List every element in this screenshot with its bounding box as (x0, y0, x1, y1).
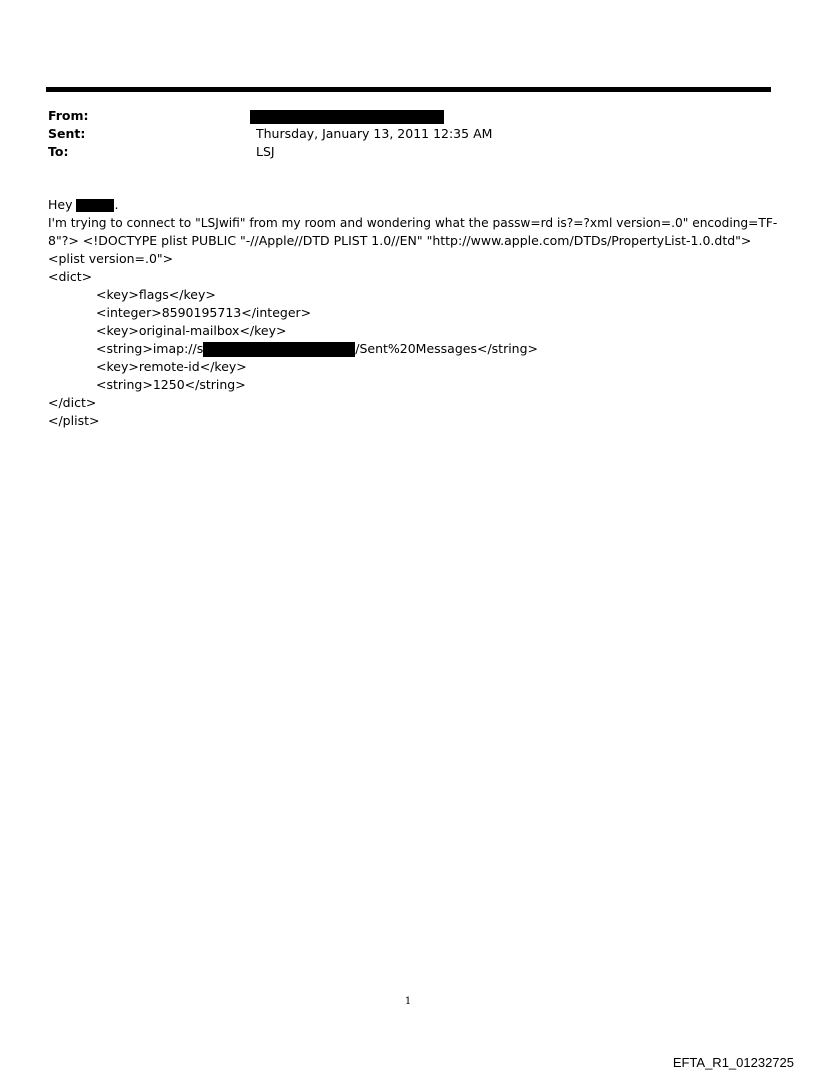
body-line: <key>remote-id</key> (96, 359, 247, 374)
body-line: </plist> (48, 413, 100, 428)
redaction-block (250, 110, 444, 124)
from-label: From: (48, 108, 89, 123)
sent-value: Thursday, January 13, 2011 12:35 AM (256, 126, 493, 141)
body-line: I'm trying to connect to "LSJwifi" from my room and wondering what the passw=rd is?=?xml version=.0" encoding=TF- (48, 216, 778, 230)
body-line: <key>original-mailbox</key> (96, 323, 287, 338)
from-value (256, 107, 444, 124)
body-line: <string>1250</string> (96, 377, 246, 392)
greeting-text: Hey (48, 197, 73, 212)
body-line: <plist version=.0"> (48, 251, 174, 266)
sent-label: Sent: (48, 126, 86, 141)
imap-string-start: <string>imap://s (96, 341, 204, 356)
redaction-block (203, 342, 355, 357)
to-label: To: (48, 144, 69, 159)
greeting-line (48, 196, 778, 214)
page-number: 1 (404, 996, 412, 1007)
header-rule (46, 87, 771, 92)
redaction-block (76, 199, 114, 212)
body-line: <key>flags</key> (96, 287, 216, 302)
body-line: 8"?> <!DOCTYPE plist PUBLIC "-//Apple//DTD PLIST 1.0//EN" "http://www.apple.com/DTDs/PropertyList-1.0.dtd"> (48, 233, 752, 248)
body-line: <dict> (48, 269, 93, 284)
imap-string-end: /Sent%20Messages</string> (355, 341, 539, 356)
body-line: </dict> (48, 395, 97, 410)
bates-number: EFTA_R1_01232725 (672, 1055, 794, 1070)
to-value: LSJ (256, 144, 275, 159)
body-line: <integer>8590195713</integer> (96, 305, 312, 320)
greeting-period: . (114, 197, 119, 212)
email-body (48, 196, 778, 430)
body-line (48, 340, 778, 358)
